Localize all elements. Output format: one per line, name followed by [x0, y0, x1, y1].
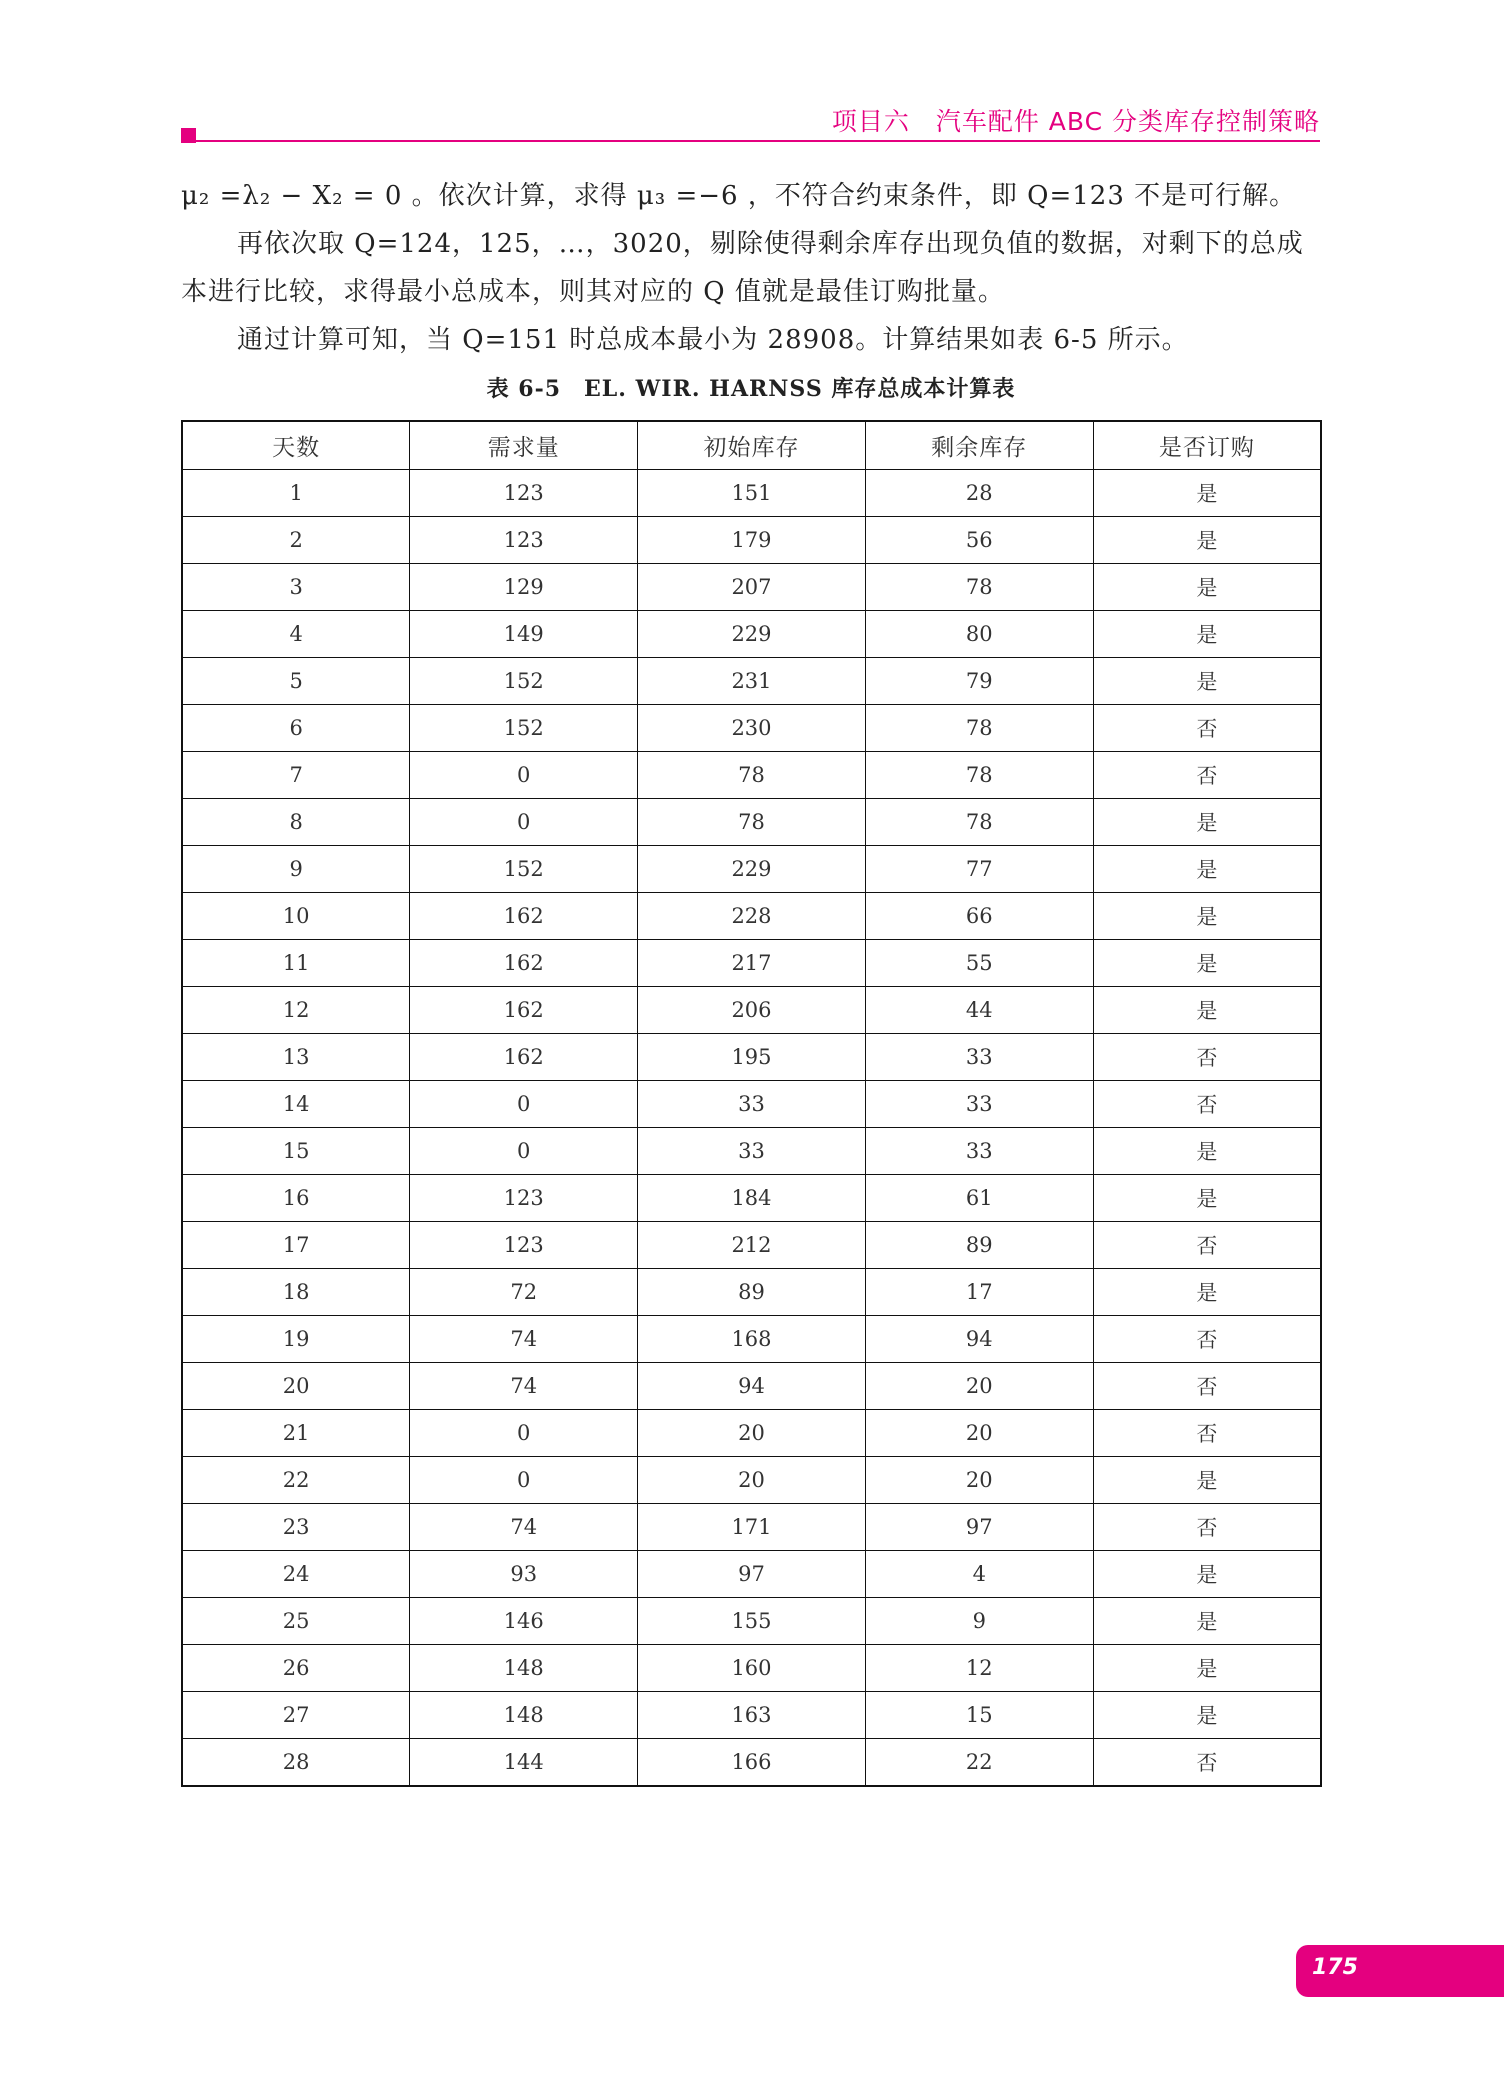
- cell-order-flag: 否: [1093, 1410, 1321, 1457]
- header-days: 天数: [182, 421, 410, 470]
- cell-order-flag: 否: [1093, 1363, 1321, 1410]
- cell-remaining-stock: 15: [865, 1692, 1093, 1739]
- cell-initial-stock: 97: [638, 1551, 866, 1598]
- cell-day: 18: [182, 1269, 410, 1316]
- cell-demand: 0: [410, 1457, 638, 1504]
- cell-initial-stock: 207: [638, 564, 866, 611]
- table-row: [182, 752, 1321, 799]
- cell-order-flag: 否: [1093, 752, 1321, 799]
- cell-day: 1: [182, 470, 410, 517]
- cell-demand: 123: [410, 1222, 638, 1269]
- cell-remaining-stock: 66: [865, 893, 1093, 940]
- cell-day: 15: [182, 1128, 410, 1175]
- cell-day: 6: [182, 705, 410, 752]
- cell-remaining-stock: 33: [865, 1034, 1093, 1081]
- cell-demand: 72: [410, 1269, 638, 1316]
- header-demand: 需求量: [410, 421, 638, 470]
- cell-order-flag: 否: [1093, 705, 1321, 752]
- cell-remaining-stock: 80: [865, 611, 1093, 658]
- table-row: [182, 1645, 1321, 1692]
- table-row: [182, 893, 1321, 940]
- cell-demand: 146: [410, 1598, 638, 1645]
- cell-day: 9: [182, 846, 410, 893]
- table-caption: 表 6-5 EL. WIR. HARNSS 库存总成本计算表: [486, 376, 1016, 402]
- table-row: [182, 1410, 1321, 1457]
- cell-day: 5: [182, 658, 410, 705]
- page-number: 175: [1312, 1955, 1358, 1980]
- cell-day: 28: [182, 1739, 410, 1787]
- cell-initial-stock: 151: [638, 470, 866, 517]
- cell-demand: 123: [410, 1175, 638, 1222]
- cell-initial-stock: 78: [638, 752, 866, 799]
- cell-initial-stock: 229: [638, 611, 866, 658]
- paragraph-2: 再依次取 Q=124，125，…，3020，剔除使得剩余库存出现负值的数据，对剩下的总成本进行比较，求得最小总成本，则其对应的 Q 值就是最佳订购批量。: [181, 229, 1304, 307]
- cell-remaining-stock: 56: [865, 517, 1093, 564]
- cell-demand: 152: [410, 658, 638, 705]
- inventory-cost-table: [181, 420, 1322, 1787]
- cell-demand: 144: [410, 1739, 638, 1787]
- cell-remaining-stock: 33: [865, 1081, 1093, 1128]
- page-number-tab: [1296, 1945, 1504, 1997]
- cell-demand: 0: [410, 1128, 638, 1175]
- table-row: [182, 658, 1321, 705]
- table-row: [182, 1175, 1321, 1222]
- cell-initial-stock: 195: [638, 1034, 866, 1081]
- table-row: [182, 517, 1321, 564]
- cell-day: 21: [182, 1410, 410, 1457]
- cell-remaining-stock: 61: [865, 1175, 1093, 1222]
- cell-initial-stock: 163: [638, 1692, 866, 1739]
- cell-day: 13: [182, 1034, 410, 1081]
- chapter-label: 项目六: [831, 107, 910, 136]
- table-row: [182, 1034, 1321, 1081]
- table-row: [182, 1222, 1321, 1269]
- cell-day: 3: [182, 564, 410, 611]
- table-row: [182, 470, 1321, 517]
- cell-demand: 0: [410, 1410, 638, 1457]
- table-row: [182, 1363, 1321, 1410]
- cell-initial-stock: 160: [638, 1645, 866, 1692]
- cell-day: 2: [182, 517, 410, 564]
- cell-demand: 148: [410, 1645, 638, 1692]
- cell-day: 19: [182, 1316, 410, 1363]
- cell-order-flag: 否: [1093, 1739, 1321, 1787]
- cell-order-flag: 是: [1093, 799, 1321, 846]
- chapter-title: 汽车配件 ABC 分类库存控制策略: [935, 107, 1320, 136]
- cell-demand: 74: [410, 1504, 638, 1551]
- cell-day: 27: [182, 1692, 410, 1739]
- cell-initial-stock: 94: [638, 1363, 866, 1410]
- cell-initial-stock: 229: [638, 846, 866, 893]
- cell-remaining-stock: 78: [865, 799, 1093, 846]
- cell-demand: 0: [410, 752, 638, 799]
- table-row: [182, 940, 1321, 987]
- table-row: [182, 1128, 1321, 1175]
- table-row: [182, 1551, 1321, 1598]
- cell-day: 17: [182, 1222, 410, 1269]
- table-row: [182, 799, 1321, 846]
- cell-remaining-stock: 22: [865, 1739, 1093, 1787]
- cell-initial-stock: 217: [638, 940, 866, 987]
- cell-day: 10: [182, 893, 410, 940]
- cell-initial-stock: 212: [638, 1222, 866, 1269]
- cell-demand: 162: [410, 893, 638, 940]
- cell-remaining-stock: 77: [865, 846, 1093, 893]
- cell-remaining-stock: 97: [865, 1504, 1093, 1551]
- cell-demand: 148: [410, 1692, 638, 1739]
- cell-initial-stock: 33: [638, 1081, 866, 1128]
- cell-demand: 0: [410, 1081, 638, 1128]
- cell-remaining-stock: 9: [865, 1598, 1093, 1645]
- header-rule: [196, 140, 1320, 142]
- table-row: [182, 1081, 1321, 1128]
- cell-order-flag: 否: [1093, 1222, 1321, 1269]
- cell-demand: 0: [410, 799, 638, 846]
- cell-demand: 152: [410, 705, 638, 752]
- cell-remaining-stock: 94: [865, 1316, 1093, 1363]
- cell-initial-stock: 168: [638, 1316, 866, 1363]
- cell-remaining-stock: 20: [865, 1410, 1093, 1457]
- cell-demand: 123: [410, 470, 638, 517]
- cell-order-flag: 否: [1093, 1034, 1321, 1081]
- cell-order-flag: 否: [1093, 1316, 1321, 1363]
- cell-order-flag: 是: [1093, 1645, 1321, 1692]
- header-order-flag: 是否订购: [1093, 421, 1321, 470]
- cell-order-flag: 是: [1093, 893, 1321, 940]
- cell-order-flag: 是: [1093, 611, 1321, 658]
- table-row: [182, 1598, 1321, 1645]
- running-head: [832, 102, 1320, 138]
- cell-order-flag: 是: [1093, 517, 1321, 564]
- cell-demand: 152: [410, 846, 638, 893]
- cell-order-flag: 是: [1093, 1457, 1321, 1504]
- cell-day: 26: [182, 1645, 410, 1692]
- cell-initial-stock: 155: [638, 1598, 866, 1645]
- cell-initial-stock: 78: [638, 799, 866, 846]
- table-row: [182, 1504, 1321, 1551]
- cell-remaining-stock: 89: [865, 1222, 1093, 1269]
- cell-order-flag: 是: [1093, 658, 1321, 705]
- cell-demand: 162: [410, 940, 638, 987]
- cell-remaining-stock: 33: [865, 1128, 1093, 1175]
- cell-day: 22: [182, 1457, 410, 1504]
- table-row: [182, 564, 1321, 611]
- cell-day: 20: [182, 1363, 410, 1410]
- cell-remaining-stock: 28: [865, 470, 1093, 517]
- cell-remaining-stock: 20: [865, 1363, 1093, 1410]
- header-accent-square: [181, 128, 196, 143]
- table-row: [182, 987, 1321, 1034]
- cell-demand: 74: [410, 1363, 638, 1410]
- header-remaining-stock: 剩余库存: [865, 421, 1093, 470]
- cell-order-flag: 是: [1093, 987, 1321, 1034]
- cell-initial-stock: 89: [638, 1269, 866, 1316]
- cell-remaining-stock: 79: [865, 658, 1093, 705]
- cell-demand: 129: [410, 564, 638, 611]
- cell-day: 4: [182, 611, 410, 658]
- cell-initial-stock: 33: [638, 1128, 866, 1175]
- cell-day: 8: [182, 799, 410, 846]
- cell-remaining-stock: 20: [865, 1457, 1093, 1504]
- table-row: [182, 1269, 1321, 1316]
- table-row: [182, 1316, 1321, 1363]
- cell-remaining-stock: 44: [865, 987, 1093, 1034]
- cell-day: 14: [182, 1081, 410, 1128]
- cell-initial-stock: 206: [638, 987, 866, 1034]
- table-row: [182, 705, 1321, 752]
- cell-order-flag: 是: [1093, 1692, 1321, 1739]
- cell-day: 24: [182, 1551, 410, 1598]
- cell-order-flag: 是: [1093, 1598, 1321, 1645]
- cell-demand: 162: [410, 1034, 638, 1081]
- cell-day: 7: [182, 752, 410, 799]
- cell-demand: 93: [410, 1551, 638, 1598]
- table-header-row: [182, 421, 1321, 470]
- header-initial-stock: 初始库存: [638, 421, 866, 470]
- cell-order-flag: 是: [1093, 1269, 1321, 1316]
- cell-order-flag: 是: [1093, 1175, 1321, 1222]
- cell-order-flag: 是: [1093, 940, 1321, 987]
- cell-remaining-stock: 12: [865, 1645, 1093, 1692]
- cell-initial-stock: 231: [638, 658, 866, 705]
- table-body: [182, 470, 1321, 1787]
- table-row: [182, 1739, 1321, 1787]
- cell-initial-stock: 20: [638, 1410, 866, 1457]
- cell-day: 16: [182, 1175, 410, 1222]
- cell-order-flag: 是: [1093, 1551, 1321, 1598]
- cell-demand: 149: [410, 611, 638, 658]
- cell-day: 12: [182, 987, 410, 1034]
- cell-remaining-stock: 78: [865, 705, 1093, 752]
- cell-order-flag: 否: [1093, 1504, 1321, 1551]
- cell-initial-stock: 184: [638, 1175, 866, 1222]
- cell-remaining-stock: 17: [865, 1269, 1093, 1316]
- cell-order-flag: 是: [1093, 470, 1321, 517]
- cell-order-flag: 否: [1093, 1081, 1321, 1128]
- cell-order-flag: 是: [1093, 564, 1321, 611]
- cell-demand: 162: [410, 987, 638, 1034]
- cell-order-flag: 是: [1093, 1128, 1321, 1175]
- table-row: [182, 1692, 1321, 1739]
- table-row: [182, 611, 1321, 658]
- paragraph-3: 通过计算可知，当 Q=151 时总成本最小为 28908。计算结果如表 6-5 所示。: [237, 325, 1189, 355]
- cell-day: 11: [182, 940, 410, 987]
- cell-initial-stock: 171: [638, 1504, 866, 1551]
- cell-initial-stock: 230: [638, 705, 866, 752]
- cell-remaining-stock: 55: [865, 940, 1093, 987]
- cell-demand: 123: [410, 517, 638, 564]
- cell-remaining-stock: 78: [865, 564, 1093, 611]
- table-row: [182, 846, 1321, 893]
- table-row: [182, 1457, 1321, 1504]
- cell-order-flag: 是: [1093, 846, 1321, 893]
- cell-day: 25: [182, 1598, 410, 1645]
- cell-initial-stock: 228: [638, 893, 866, 940]
- cell-day: 23: [182, 1504, 410, 1551]
- cell-remaining-stock: 78: [865, 752, 1093, 799]
- cell-initial-stock: 166: [638, 1739, 866, 1787]
- cell-initial-stock: 179: [638, 517, 866, 564]
- cell-initial-stock: 20: [638, 1457, 866, 1504]
- cell-demand: 74: [410, 1316, 638, 1363]
- paragraph-1: μ₂ =λ₂ − X₂ = 0 。依次计算，求得 μ₃ =−6 ，不符合约束条件，即 Q=123 不是可行解。: [181, 181, 1297, 211]
- cell-remaining-stock: 4: [865, 1551, 1093, 1598]
